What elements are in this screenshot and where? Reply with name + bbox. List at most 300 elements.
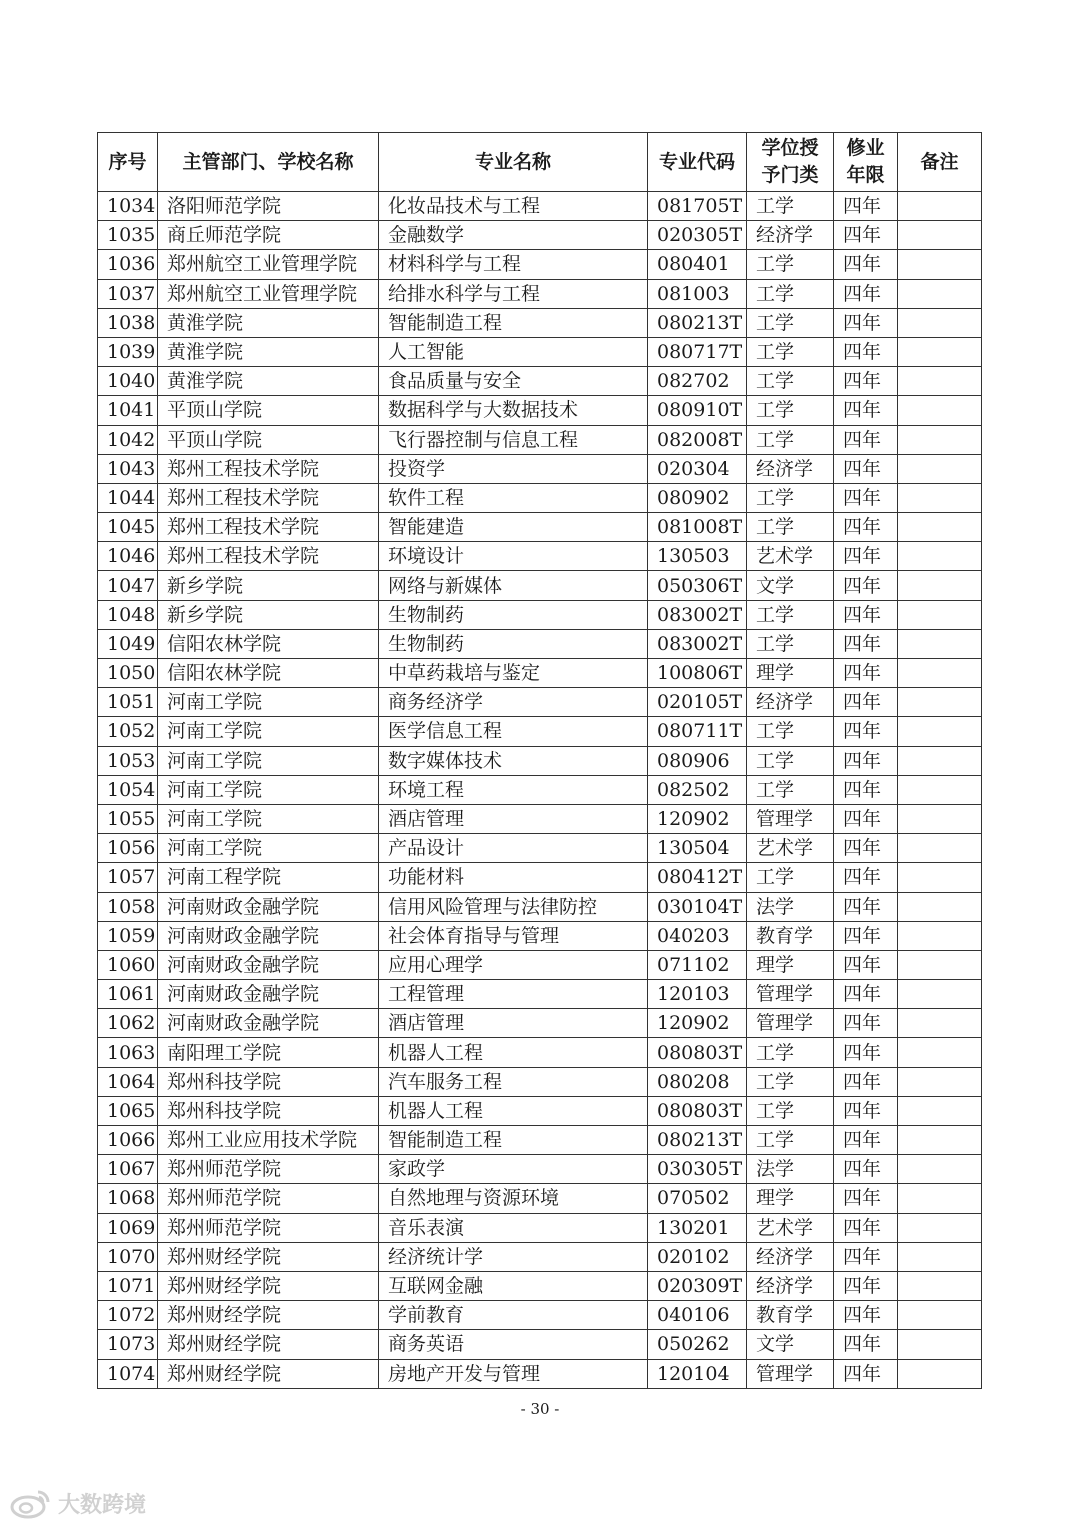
cell-degree: 工学	[747, 337, 834, 366]
cell-note	[898, 1155, 982, 1184]
cell-note	[898, 1330, 982, 1359]
cell-major: 产品设计	[379, 834, 648, 863]
cell-code: 082008T	[648, 425, 747, 454]
table-row	[98, 513, 982, 542]
cell-note	[898, 308, 982, 337]
cell-major: 酒店管理	[379, 1009, 648, 1038]
cell-note	[898, 425, 982, 454]
cell-years: 四年	[834, 950, 898, 979]
cell-degree: 工学	[747, 425, 834, 454]
table-body	[98, 192, 982, 1389]
cell-degree: 管理学	[747, 980, 834, 1009]
cell-years: 四年	[834, 1330, 898, 1359]
cell-note	[898, 1359, 982, 1388]
cell-note	[898, 950, 982, 979]
cell-school: 南阳理工学院	[158, 1038, 379, 1067]
cell-school: 黄淮学院	[158, 337, 379, 366]
cell-code: 080711T	[648, 717, 747, 746]
cell-degree: 工学	[747, 629, 834, 658]
cell-degree: 工学	[747, 1038, 834, 1067]
cell-years: 四年	[834, 221, 898, 250]
cell-index: 1061	[98, 980, 158, 1009]
cell-index: 1037	[98, 279, 158, 308]
cell-note	[898, 1096, 982, 1125]
cell-degree: 理学	[747, 1184, 834, 1213]
cell-note	[898, 1038, 982, 1067]
table-row	[98, 308, 982, 337]
cell-major: 社会体育指导与管理	[379, 921, 648, 950]
table-row	[98, 1009, 982, 1038]
table-row	[98, 1184, 982, 1213]
cell-degree: 工学	[747, 717, 834, 746]
cell-school: 郑州航空工业管理学院	[158, 250, 379, 279]
cell-index: 1039	[98, 337, 158, 366]
table-row	[98, 1126, 982, 1155]
cell-code: 081008T	[648, 513, 747, 542]
cell-code: 083002T	[648, 629, 747, 658]
table-row	[98, 1067, 982, 1096]
cell-years: 四年	[834, 834, 898, 863]
cell-major: 材料科学与工程	[379, 250, 648, 279]
cell-years: 四年	[834, 775, 898, 804]
table-row	[98, 717, 982, 746]
cell-degree: 工学	[747, 600, 834, 629]
cell-index: 1047	[98, 571, 158, 600]
cell-index: 1036	[98, 250, 158, 279]
cell-code: 120902	[648, 804, 747, 833]
cell-major: 食品质量与安全	[379, 367, 648, 396]
table-row	[98, 950, 982, 979]
cell-major: 工程管理	[379, 980, 648, 1009]
table-row	[98, 1271, 982, 1300]
header-years-label: 修业年限	[846, 137, 885, 186]
cell-code: 050306T	[648, 571, 747, 600]
cell-major: 经济统计学	[379, 1242, 648, 1271]
cell-note	[898, 746, 982, 775]
cell-code: 082702	[648, 367, 747, 396]
cell-years: 四年	[834, 483, 898, 512]
header-major: 专业名称	[379, 133, 648, 192]
cell-years: 四年	[834, 600, 898, 629]
cell-degree: 文学	[747, 1330, 834, 1359]
cell-code: 081705T	[648, 192, 747, 221]
cell-degree: 经济学	[747, 454, 834, 483]
cell-note	[898, 337, 982, 366]
cell-index: 1074	[98, 1359, 158, 1388]
cell-school: 郑州工业应用技术学院	[158, 1126, 379, 1155]
cell-years: 四年	[834, 1271, 898, 1300]
cell-major: 飞行器控制与信息工程	[379, 425, 648, 454]
cell-code: 080717T	[648, 337, 747, 366]
cell-years: 四年	[834, 629, 898, 658]
cell-school: 信阳农林学院	[158, 659, 379, 688]
cell-major: 软件工程	[379, 483, 648, 512]
cell-index: 1052	[98, 717, 158, 746]
cell-major: 汽车服务工程	[379, 1067, 648, 1096]
cell-index: 1056	[98, 834, 158, 863]
cell-index: 1066	[98, 1126, 158, 1155]
cell-code: 020309T	[648, 1271, 747, 1300]
cell-school: 郑州财经学院	[158, 1242, 379, 1271]
cell-code: 040203	[648, 921, 747, 950]
cell-index: 1044	[98, 483, 158, 512]
cell-years: 四年	[834, 1096, 898, 1125]
table-row	[98, 659, 982, 688]
cell-note	[898, 834, 982, 863]
cell-note	[898, 571, 982, 600]
table-row	[98, 863, 982, 892]
table-row	[98, 1330, 982, 1359]
cell-years: 四年	[834, 804, 898, 833]
table-row	[98, 542, 982, 571]
cell-years: 四年	[834, 279, 898, 308]
cell-note	[898, 1067, 982, 1096]
cell-years: 四年	[834, 1126, 898, 1155]
cell-code: 080401	[648, 250, 747, 279]
table-row	[98, 1242, 982, 1271]
cell-code: 080902	[648, 483, 747, 512]
cell-note	[898, 1242, 982, 1271]
cell-major: 信用风险管理与法律防控	[379, 892, 648, 921]
cell-note	[898, 600, 982, 629]
cell-index: 1064	[98, 1067, 158, 1096]
cell-school: 郑州财经学院	[158, 1271, 379, 1300]
cell-degree: 工学	[747, 250, 834, 279]
cell-years: 四年	[834, 513, 898, 542]
cell-note	[898, 1009, 982, 1038]
cell-index: 1035	[98, 221, 158, 250]
cell-code: 130201	[648, 1213, 747, 1242]
cell-note	[898, 1271, 982, 1300]
cell-degree: 工学	[747, 1067, 834, 1096]
header-code: 专业代码	[648, 133, 747, 192]
cell-school: 黄淮学院	[158, 308, 379, 337]
cell-major: 人工智能	[379, 337, 648, 366]
cell-note	[898, 629, 982, 658]
cell-major: 中草药栽培与鉴定	[379, 659, 648, 688]
cell-note	[898, 659, 982, 688]
cell-major: 房地产开发与管理	[379, 1359, 648, 1388]
table-row	[98, 279, 982, 308]
cell-school: 郑州工程技术学院	[158, 542, 379, 571]
cell-index: 1069	[98, 1213, 158, 1242]
cell-major: 给排水科学与工程	[379, 279, 648, 308]
cell-school: 郑州师范学院	[158, 1184, 379, 1213]
cell-years: 四年	[834, 1038, 898, 1067]
cell-code: 080803T	[648, 1038, 747, 1067]
cell-index: 1071	[98, 1271, 158, 1300]
table-row	[98, 980, 982, 1009]
cell-major: 生物制药	[379, 600, 648, 629]
cell-index: 1063	[98, 1038, 158, 1067]
cell-index: 1058	[98, 892, 158, 921]
cell-school: 河南财政金融学院	[158, 950, 379, 979]
cell-note	[898, 221, 982, 250]
cell-years: 四年	[834, 308, 898, 337]
header-degree-label: 学位授予门类	[761, 137, 819, 186]
cell-code: 080208	[648, 1067, 747, 1096]
cell-degree: 工学	[747, 192, 834, 221]
cell-code: 130504	[648, 834, 747, 863]
table-row	[98, 688, 982, 717]
cell-index: 1054	[98, 775, 158, 804]
cell-note	[898, 921, 982, 950]
cell-note	[898, 892, 982, 921]
cell-index: 1050	[98, 659, 158, 688]
cell-school: 郑州财经学院	[158, 1359, 379, 1388]
cell-major: 数据科学与大数据技术	[379, 396, 648, 425]
cell-school: 郑州科技学院	[158, 1096, 379, 1125]
cell-degree: 工学	[747, 513, 834, 542]
cell-major: 机器人工程	[379, 1038, 648, 1067]
cell-note	[898, 192, 982, 221]
cell-major: 应用心理学	[379, 950, 648, 979]
cell-school: 信阳农林学院	[158, 629, 379, 658]
table-row	[98, 892, 982, 921]
cell-degree: 法学	[747, 892, 834, 921]
cell-school: 河南财政金融学院	[158, 980, 379, 1009]
cell-degree: 艺术学	[747, 1213, 834, 1242]
cell-school: 河南工学院	[158, 688, 379, 717]
cell-school: 河南财政金融学院	[158, 921, 379, 950]
cell-code: 020304	[648, 454, 747, 483]
cell-note	[898, 454, 982, 483]
cell-years: 四年	[834, 542, 898, 571]
cell-degree: 工学	[747, 863, 834, 892]
cell-major: 商务经济学	[379, 688, 648, 717]
table-row	[98, 221, 982, 250]
cell-index: 1065	[98, 1096, 158, 1125]
cell-index: 1049	[98, 629, 158, 658]
cell-years: 四年	[834, 396, 898, 425]
cell-school: 河南工程学院	[158, 863, 379, 892]
cell-school: 郑州科技学院	[158, 1067, 379, 1096]
cell-code: 070502	[648, 1184, 747, 1213]
cell-code: 120902	[648, 1009, 747, 1038]
cell-index: 1045	[98, 513, 158, 542]
cell-years: 四年	[834, 688, 898, 717]
cell-school: 黄淮学院	[158, 367, 379, 396]
cell-years: 四年	[834, 863, 898, 892]
cell-note	[898, 250, 982, 279]
cell-note	[898, 1213, 982, 1242]
cell-degree: 法学	[747, 1155, 834, 1184]
cell-years: 四年	[834, 1359, 898, 1388]
cell-code: 130503	[648, 542, 747, 571]
cell-major: 医学信息工程	[379, 717, 648, 746]
cell-index: 1060	[98, 950, 158, 979]
cell-major: 机器人工程	[379, 1096, 648, 1125]
cell-years: 四年	[834, 1213, 898, 1242]
cell-years: 四年	[834, 921, 898, 950]
cell-degree: 经济学	[747, 1242, 834, 1271]
cell-degree: 工学	[747, 396, 834, 425]
cell-years: 四年	[834, 1009, 898, 1038]
cell-code: 020305T	[648, 221, 747, 250]
cell-degree: 管理学	[747, 804, 834, 833]
cell-major: 环境工程	[379, 775, 648, 804]
cell-major: 自然地理与资源环境	[379, 1184, 648, 1213]
cell-code: 083002T	[648, 600, 747, 629]
cell-note	[898, 367, 982, 396]
cell-school: 洛阳师范学院	[158, 192, 379, 221]
cell-degree: 经济学	[747, 688, 834, 717]
cell-note	[898, 542, 982, 571]
table-row	[98, 1301, 982, 1330]
cell-major: 智能制造工程	[379, 308, 648, 337]
cell-degree: 工学	[747, 279, 834, 308]
cell-note	[898, 1301, 982, 1330]
cell-school: 河南工学院	[158, 746, 379, 775]
table-row	[98, 454, 982, 483]
table-row	[98, 1155, 982, 1184]
cell-code: 100806T	[648, 659, 747, 688]
cell-code: 030305T	[648, 1155, 747, 1184]
cell-code: 080213T	[648, 308, 747, 337]
cell-school: 河南工学院	[158, 717, 379, 746]
cell-code: 120104	[648, 1359, 747, 1388]
table-row	[98, 396, 982, 425]
cell-index: 1057	[98, 863, 158, 892]
cell-index: 1034	[98, 192, 158, 221]
cell-years: 四年	[834, 659, 898, 688]
cell-school: 郑州师范学院	[158, 1213, 379, 1242]
cell-index: 1041	[98, 396, 158, 425]
cell-code: 080803T	[648, 1096, 747, 1125]
cell-degree: 工学	[747, 308, 834, 337]
cell-school: 平顶山学院	[158, 396, 379, 425]
cell-school: 新乡学院	[158, 571, 379, 600]
cell-degree: 工学	[747, 746, 834, 775]
table-row	[98, 483, 982, 512]
cell-index: 1073	[98, 1330, 158, 1359]
cell-school: 郑州工程技术学院	[158, 513, 379, 542]
cell-years: 四年	[834, 746, 898, 775]
cell-years: 四年	[834, 1301, 898, 1330]
cell-years: 四年	[834, 425, 898, 454]
cell-school: 河南财政金融学院	[158, 1009, 379, 1038]
table-row	[98, 250, 982, 279]
cell-major: 数字媒体技术	[379, 746, 648, 775]
table-row	[98, 337, 982, 366]
cell-index: 1059	[98, 921, 158, 950]
cell-degree: 管理学	[747, 1359, 834, 1388]
cell-degree: 经济学	[747, 1271, 834, 1300]
cell-note	[898, 717, 982, 746]
cell-note	[898, 863, 982, 892]
cell-degree: 教育学	[747, 921, 834, 950]
watermark-text: 大数跨境	[58, 1492, 147, 1518]
header-degree	[747, 133, 834, 192]
cell-code: 080910T	[648, 396, 747, 425]
cell-school: 郑州航空工业管理学院	[158, 279, 379, 308]
cell-years: 四年	[834, 980, 898, 1009]
table-row	[98, 1038, 982, 1067]
cell-years: 四年	[834, 571, 898, 600]
table-row	[98, 1213, 982, 1242]
cell-major: 网络与新媒体	[379, 571, 648, 600]
cell-code: 040106	[648, 1301, 747, 1330]
cell-degree: 工学	[747, 1126, 834, 1155]
table-header-row	[98, 133, 982, 192]
cell-years: 四年	[834, 337, 898, 366]
cell-note	[898, 1126, 982, 1155]
cell-school: 郑州工程技术学院	[158, 454, 379, 483]
table-row	[98, 834, 982, 863]
cell-major: 商务英语	[379, 1330, 648, 1359]
header-years	[834, 133, 898, 192]
cell-degree: 文学	[747, 571, 834, 600]
cell-school: 郑州工程技术学院	[158, 483, 379, 512]
table-row	[98, 804, 982, 833]
cell-major: 投资学	[379, 454, 648, 483]
table-row	[98, 600, 982, 629]
cell-years: 四年	[834, 892, 898, 921]
cell-note	[898, 1184, 982, 1213]
cell-note	[898, 513, 982, 542]
cell-code: 071102	[648, 950, 747, 979]
cell-degree: 教育学	[747, 1301, 834, 1330]
cell-years: 四年	[834, 717, 898, 746]
header-index: 序号	[98, 133, 158, 192]
cell-index: 1051	[98, 688, 158, 717]
cell-index: 1053	[98, 746, 158, 775]
table-row	[98, 571, 982, 600]
cell-school: 河南财政金融学院	[158, 892, 379, 921]
cell-index: 1067	[98, 1155, 158, 1184]
cell-major: 功能材料	[379, 863, 648, 892]
cell-years: 四年	[834, 250, 898, 279]
table-row	[98, 921, 982, 950]
cell-degree: 工学	[747, 775, 834, 804]
cell-index: 1070	[98, 1242, 158, 1271]
cell-index: 1043	[98, 454, 158, 483]
table-row	[98, 629, 982, 658]
cell-degree: 理学	[747, 659, 834, 688]
cell-degree: 工学	[747, 367, 834, 396]
cell-note	[898, 804, 982, 833]
cell-school: 河南工学院	[158, 834, 379, 863]
cell-degree: 理学	[747, 950, 834, 979]
cell-code: 081003	[648, 279, 747, 308]
table-row	[98, 1359, 982, 1388]
cell-index: 1048	[98, 600, 158, 629]
table-row	[98, 1096, 982, 1125]
cell-years: 四年	[834, 367, 898, 396]
cell-school: 河南工学院	[158, 804, 379, 833]
cell-major: 互联网金融	[379, 1271, 648, 1300]
cell-index: 1038	[98, 308, 158, 337]
cell-major: 学前教育	[379, 1301, 648, 1330]
cell-degree: 工学	[747, 483, 834, 512]
cell-major: 酒店管理	[379, 804, 648, 833]
cell-index: 1042	[98, 425, 158, 454]
cell-degree: 工学	[747, 1096, 834, 1125]
cell-years: 四年	[834, 1184, 898, 1213]
cell-degree: 经济学	[747, 221, 834, 250]
cell-major: 化妆品技术与工程	[379, 192, 648, 221]
header-note: 备注	[898, 133, 982, 192]
cell-school: 郑州财经学院	[158, 1301, 379, 1330]
cell-years: 四年	[834, 1155, 898, 1184]
cell-degree: 艺术学	[747, 834, 834, 863]
majors-table	[97, 132, 982, 1389]
table-row	[98, 367, 982, 396]
cell-years: 四年	[834, 1067, 898, 1096]
cell-index: 1062	[98, 1009, 158, 1038]
cell-code: 080412T	[648, 863, 747, 892]
cell-note	[898, 396, 982, 425]
